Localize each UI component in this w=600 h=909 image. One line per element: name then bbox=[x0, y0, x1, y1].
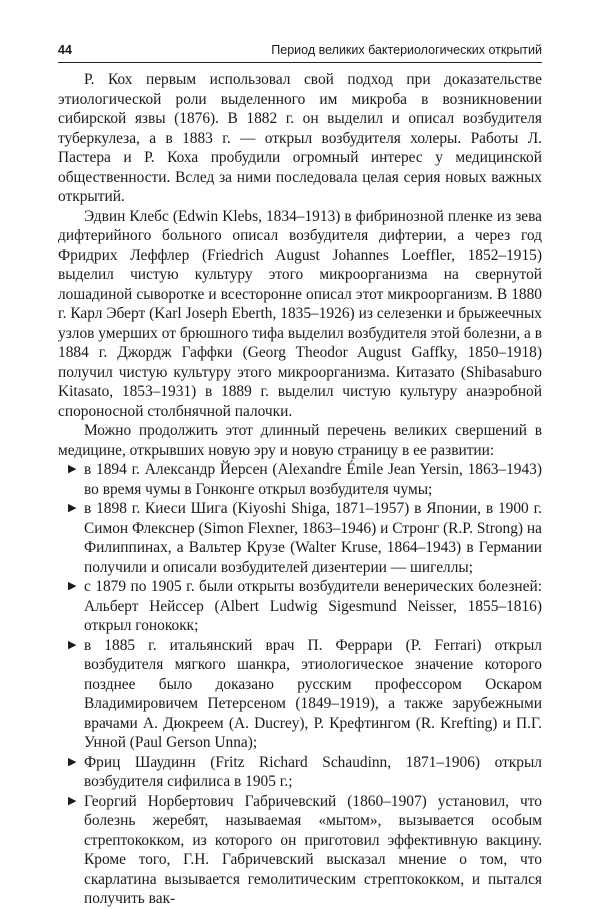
list-item bbox=[58, 577, 542, 636]
list-item-text: с 1879 по 1905 г. были открыты возбудители венерических болезней: Альберт Нейссер (Albert Ludwig Sigesmund Neisser, 1855–1816) открыл гонококк; bbox=[84, 578, 542, 634]
list-item bbox=[58, 753, 542, 792]
page-number: 44 bbox=[58, 43, 72, 57]
list-item-text: в 1894 г. Александр Йерсен (Alexandre Émile Jean Yersin, 1863–1943) во время чумы в Гонконге открыл возбудителя чумы; bbox=[84, 461, 542, 498]
bullet-icon: ▶ bbox=[68, 502, 77, 514]
page-header bbox=[58, 40, 542, 63]
paragraph: Эдвин Клебс (Edwin Klebs, 1834–1913) в фибринозной пленке из зева дифтерийного больного описал возбудителя дифтерии, а через год Фридрих Леффлер (Friedrich August Johannes Loeffler, 1852–1915) выделил чистую культуру этого микроорганизма на свернутой лошадиной сыворотке и всесторонне описал этот микроорганизм. В 1880 г. Карл Эберт (Karl Joseph Eberth, 1835–1926) из селезенки и брыжеечных узлов умерших от брюшного тифа выделил возбудителя этой болезни, а в 1884 г. Джордж Гаффки (Georg Theodor August Gaffky, 1850–1918) получил чистую культуру этого микроорганизма. Китазато (Shibasaburo Kitasato, 1853–1931) в 1889 г. выделил чистую культуру анаэробной спороносной столбнячной палочки. bbox=[58, 207, 542, 420]
list-item-text: в 1885 г. итальянский врач П. Феррари (P. Ferrari) открыл возбудителя мягкого шанкра, этиологическое значение которого позднее было доказано русским профессором Оскаром Владимировичем Петерсеном (1849–1919), а также зарубежными врачами А. Дюкреем (A. Ducrey), Р. Крефтингом (R. Krefting) и П.Г. Унной (Paul Gerson Unna); bbox=[84, 636, 542, 751]
discoveries-list bbox=[58, 460, 542, 909]
list-item-text: Фриц Шаудинн (Fritz Richard Schaudinn, 1871–1906) открыл возбудителя сифилиса в 1905 г.; bbox=[84, 753, 542, 790]
bullet-icon: ▶ bbox=[68, 463, 77, 475]
bullet-icon: ▶ bbox=[68, 755, 77, 768]
list-item bbox=[58, 499, 542, 577]
list-item-text: Георгий Норбертович Габричевский (1860–1907) установил, что болезнь жеребят, называемая «мытом», вызывается особым стрептококком, из которого он приготовил эффективную вакцину. Кроме того, Г.Н. Габричевский высказал мнение о том, что скарлатина вызывается гемолитическим стрептококком, и пытался получить вак- bbox=[84, 792, 542, 907]
paragraph: Р. Кох первым использовал свой подход при доказательстве этиологической роли выделенного им микроба в возникновении сибирской язвы (1876). В 1882 г. он выделил и описал возбудителя туберкулеза, а в 1883 г. — открыл возбудителя холеры. Работы Л. Пастера и Р. Коха пробудили огромный интерес у медицинской общественности. Вслед за ними последовала целая серия новых важных открытий. bbox=[58, 71, 542, 205]
running-title: Период великих бактериологических открытий bbox=[271, 43, 542, 57]
paragraph: Можно продолжить этот длинный перечень великих свершений в медицине, открывших новую эру и новую страницу в ее развитии: bbox=[58, 422, 542, 459]
bullet-icon: ▶ bbox=[68, 638, 77, 651]
list-item bbox=[58, 792, 542, 909]
list-item bbox=[58, 460, 542, 499]
bullet-icon: ▶ bbox=[68, 580, 77, 592]
list-item bbox=[58, 636, 542, 753]
list-item-text: в 1898 г. Киеси Шига (Kiyoshi Shiga, 1871–1957) в Японии, в 1900 г. Симон Флекснер (Simon Flexner, 1863–1946) и Стронг (R.P. Strong) на Филиппинах, а Вальтер Крузе (Walter Kruse, 1864–1943) в Германии получили и описали возбудителей дизентерии — шигеллы; bbox=[84, 500, 542, 576]
page-body bbox=[58, 70, 542, 909]
bullet-icon: ▶ bbox=[68, 794, 77, 807]
